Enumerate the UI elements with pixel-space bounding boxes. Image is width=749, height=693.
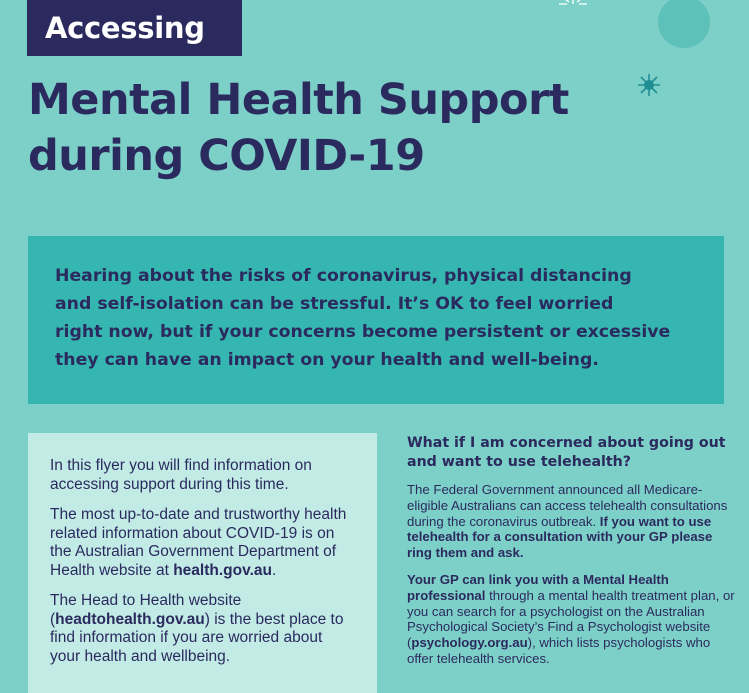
intro-line: Hearing about the risks of coronavirus, physical distancing (55, 266, 632, 286)
header-tag: Accessing (27, 0, 242, 56)
title-line-1: Mental Health Support (28, 75, 569, 125)
info-paragraph: In this flyer you will find information on accessing support during this time. (50, 457, 312, 493)
title-line-2: during COVID-19 (28, 131, 425, 181)
telehealth-section (407, 434, 737, 678)
intro-line: right now, but if your concerns become persistent or excessive (55, 322, 671, 342)
intro-line: and self-isolation can be stressful. It’s OK to feel worried (55, 294, 614, 314)
info-paragraph (50, 592, 355, 666)
section-paragraph (407, 482, 737, 561)
info-text: The Head to Health website ( (50, 592, 242, 628)
section-text: through a mental health treatment plan, or you can search for a psychologist on the Australian Psychological Society’s Find a Psychologist website ( (407, 587, 735, 651)
info-text: ) is the best place to find information if you are worried about your health and wellbeing. (50, 610, 344, 665)
section-heading: What if I am concerned about going out and want to use telehealth? (407, 435, 726, 470)
section-text: The Federal Government announced all Medicare-eligible Australians can access telehealth consultations during the coronavirus outbreak. (407, 482, 728, 529)
health-link[interactable]: health.gov.au (173, 561, 272, 579)
sun-icon (557, 0, 589, 8)
info-paragraph (50, 506, 355, 580)
info-box (28, 433, 377, 693)
intro-text (55, 262, 724, 374)
section-paragraph (407, 572, 737, 667)
page-title (28, 72, 728, 184)
headtohealth-link[interactable]: headtohealth.gov.au (55, 610, 205, 628)
info-text: The most up-to-date and trustworthy health related information about COVID-19 is on the Australian Government Department of Health website at (50, 506, 347, 579)
section-bold-text: Your GP can link you with a Mental Health professional (407, 571, 669, 603)
section-bold-text: If you want to use telehealth for a consultation with your GP please ring them and ask. (407, 513, 713, 561)
info-text: . (271, 561, 277, 579)
decorative-circle (658, 0, 710, 48)
psychology-link[interactable]: psychology.org.au (411, 635, 528, 651)
intro-line: they can have an impact on your health and well-being. (55, 350, 599, 370)
section-text: ), which lists psychologists who offer telehealth services. (407, 635, 711, 666)
intro-box (28, 236, 724, 404)
